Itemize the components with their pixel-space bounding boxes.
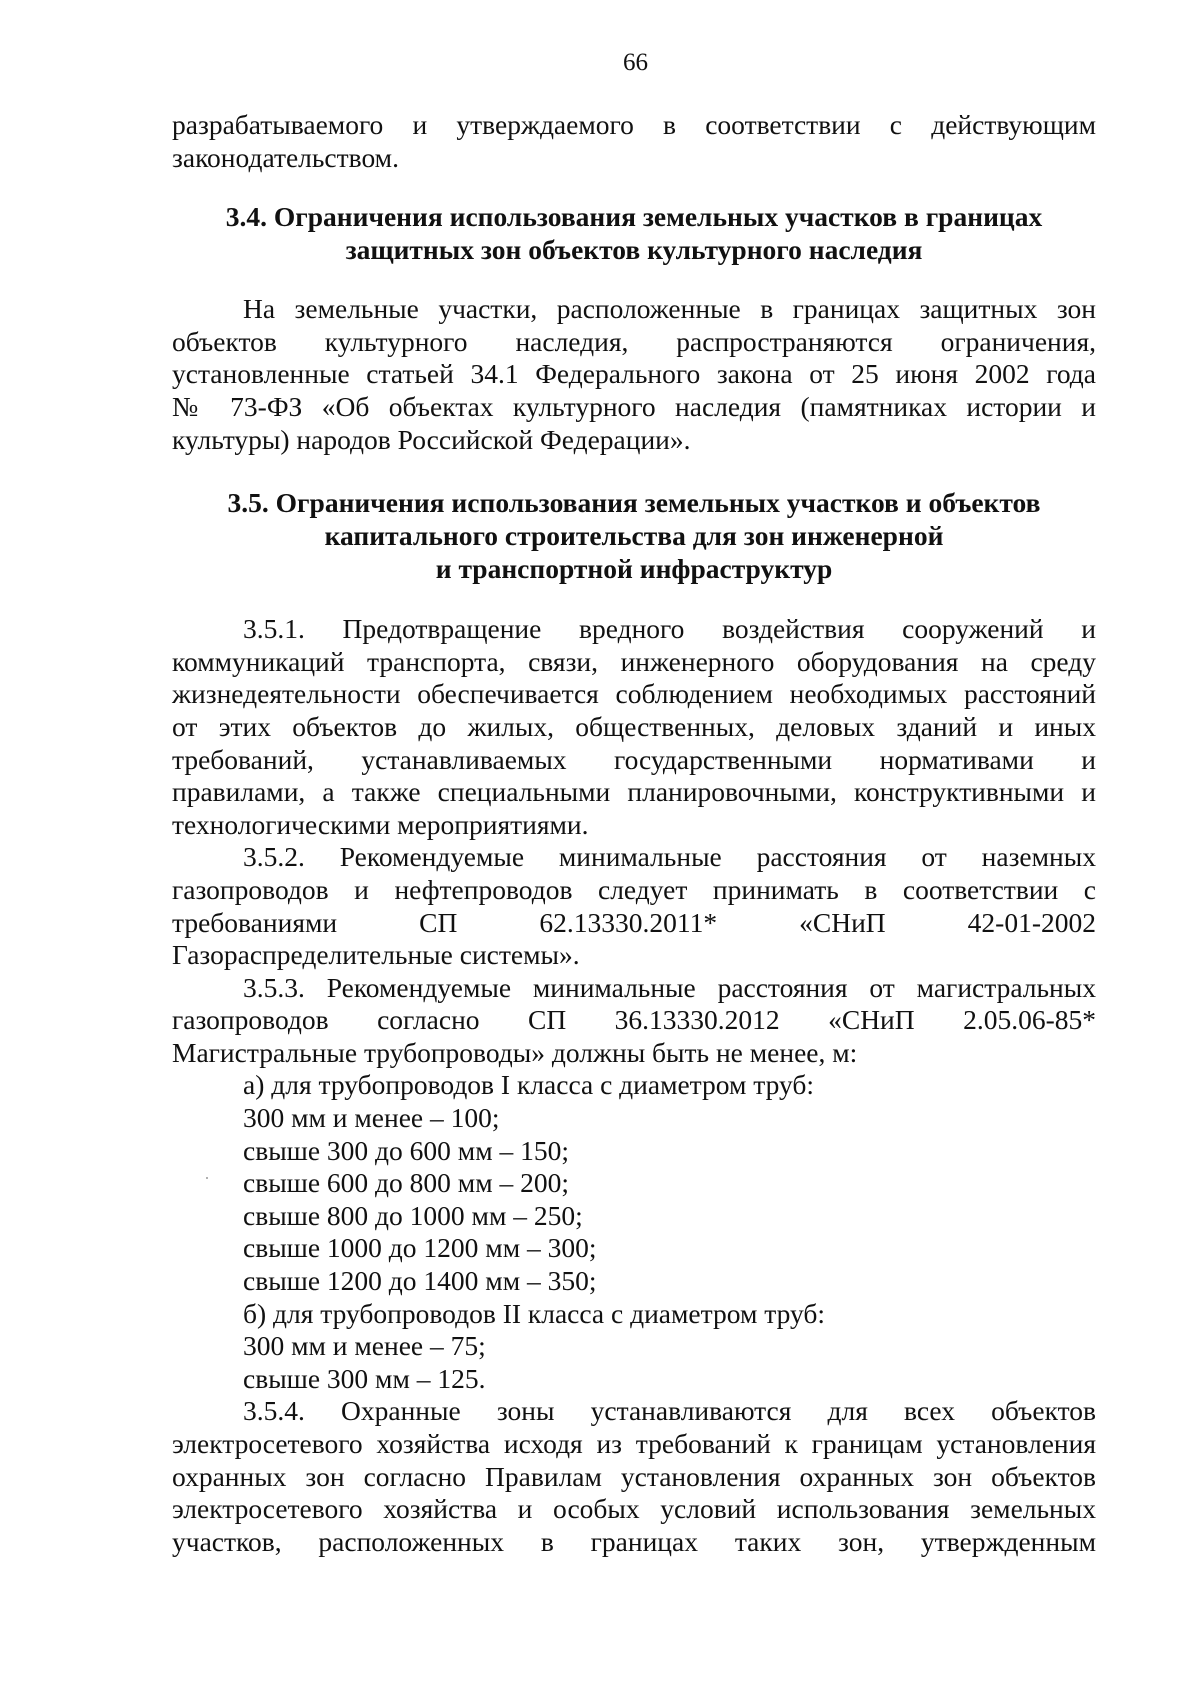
distance-list xyxy=(172,1069,1096,1395)
text-line: электросетевого хозяйства исходя из требований к границам установления xyxy=(172,1428,1096,1459)
text-line: разрабатываемого и утверждаемого в соответствии с действующим xyxy=(172,109,1096,140)
list-item: 300 мм и менее – 100; xyxy=(243,1102,500,1134)
list-item: а) для трубопроводов I класса с диаметром труб: xyxy=(243,1069,815,1101)
text-line: технологическими мероприятиями. xyxy=(172,808,589,840)
scan-speck xyxy=(206,1177,208,1179)
text-line: Газораспределительные системы». xyxy=(172,939,580,971)
section-3-4-heading xyxy=(172,200,1096,266)
paragraph-3-5-3 xyxy=(172,972,1096,1070)
text-line: требований, устанавливаемых государственными нормативами и xyxy=(172,743,1096,775)
intro-paragraph xyxy=(172,109,1096,174)
text-line: 3.5.1. Предотвращение вредного воздействия сооружений и xyxy=(243,613,1096,645)
list-item: б) для трубопроводов II класса с диаметром труб: xyxy=(243,1297,825,1329)
text-line: № 73-ФЗ «Об объектах культурного наследия (памятниках истории и xyxy=(172,390,1096,422)
list-item: свыше 800 до 1000 мм – 250; xyxy=(243,1199,583,1231)
text-line: правилами, а также специальными планировочными, конструктивными и xyxy=(172,776,1096,808)
list-item: свыше 600 до 800 мм – 200; xyxy=(243,1167,569,1199)
text-line: объектов культурного наследия, распространяются ограничения, xyxy=(172,325,1096,357)
text-line: законодательством. xyxy=(172,141,399,173)
list-item: свыше 300 мм – 125. xyxy=(243,1362,486,1394)
page-content xyxy=(172,109,1096,1558)
page-number: 66 xyxy=(623,49,648,76)
text-line: На земельные участки, расположенные в границах защитных зон xyxy=(243,293,1096,325)
text-line: газопроводов и нефтепроводов следует принимать в соответствии с xyxy=(172,873,1096,905)
paragraph-3-5-4 xyxy=(172,1395,1096,1558)
heading-line: 3.5. Ограничения использования земельных участков и объектов xyxy=(227,487,1041,519)
heading-line: и транспортной инфраструктур xyxy=(435,553,833,585)
text-line: требованиями СП 62.13330.2011* «СНиП 42-01-2002 xyxy=(172,906,1096,938)
text-line: 3.5.2. Рекомендуемые минимальные расстояния от наземных xyxy=(243,841,1096,873)
paragraph-3-5-2 xyxy=(172,841,1096,971)
section-3-4-paragraph xyxy=(172,293,1096,456)
text-line: от этих объектов до жилых, общественных, деловых зданий и иных xyxy=(172,710,1096,742)
paragraph-3-5-1 xyxy=(172,613,1096,841)
text-line: участков, расположенных в границах таких зон, утвержденным xyxy=(172,1525,1096,1557)
heading-line: 3.4. Ограничения использования земельных участков в границах xyxy=(225,201,1043,233)
text-line: коммуникаций транспорта, связи, инженерного оборудования на среду xyxy=(172,645,1096,677)
text-line: электросетевого хозяйства и особых условий использования земельных xyxy=(172,1493,1096,1525)
text-line: 3.5.4. Охранные зоны устанавливаются для всех объектов xyxy=(243,1395,1096,1427)
list-item: 300 мм и менее – 75; xyxy=(243,1330,486,1362)
section-3-5-heading xyxy=(172,486,1096,585)
heading-line: капитального строительства для зон инженерной xyxy=(324,520,944,552)
text-line: Магистральные трубопроводы» должны быть не менее, м: xyxy=(172,1036,858,1068)
text-line: охранных зон согласно Правилам установления охранных зон объектов xyxy=(172,1460,1096,1492)
text-line: установленные статьей 34.1 Федерального закона от 25 июня 2002 года xyxy=(172,358,1096,390)
text-line: жизнедеятельности обеспечивается соблюдением необходимых расстояний xyxy=(172,678,1096,710)
text-line: 3.5.3. Рекомендуемые минимальные расстояния от магистральных xyxy=(243,971,1096,1003)
list-item: свыше 1000 до 1200 мм – 300; xyxy=(243,1232,597,1264)
list-item: свыше 1200 до 1400 мм – 350; xyxy=(243,1265,597,1297)
text-line: культуры) народов Российской Федерации». xyxy=(172,423,691,455)
text-line: газопроводов согласно СП 36.13330.2012 «СНиП 2.05.06-85* xyxy=(172,1004,1096,1036)
heading-line: защитных зон объектов культурного наследия xyxy=(345,234,923,266)
list-item: свыше 300 до 600 мм – 150; xyxy=(243,1134,569,1166)
